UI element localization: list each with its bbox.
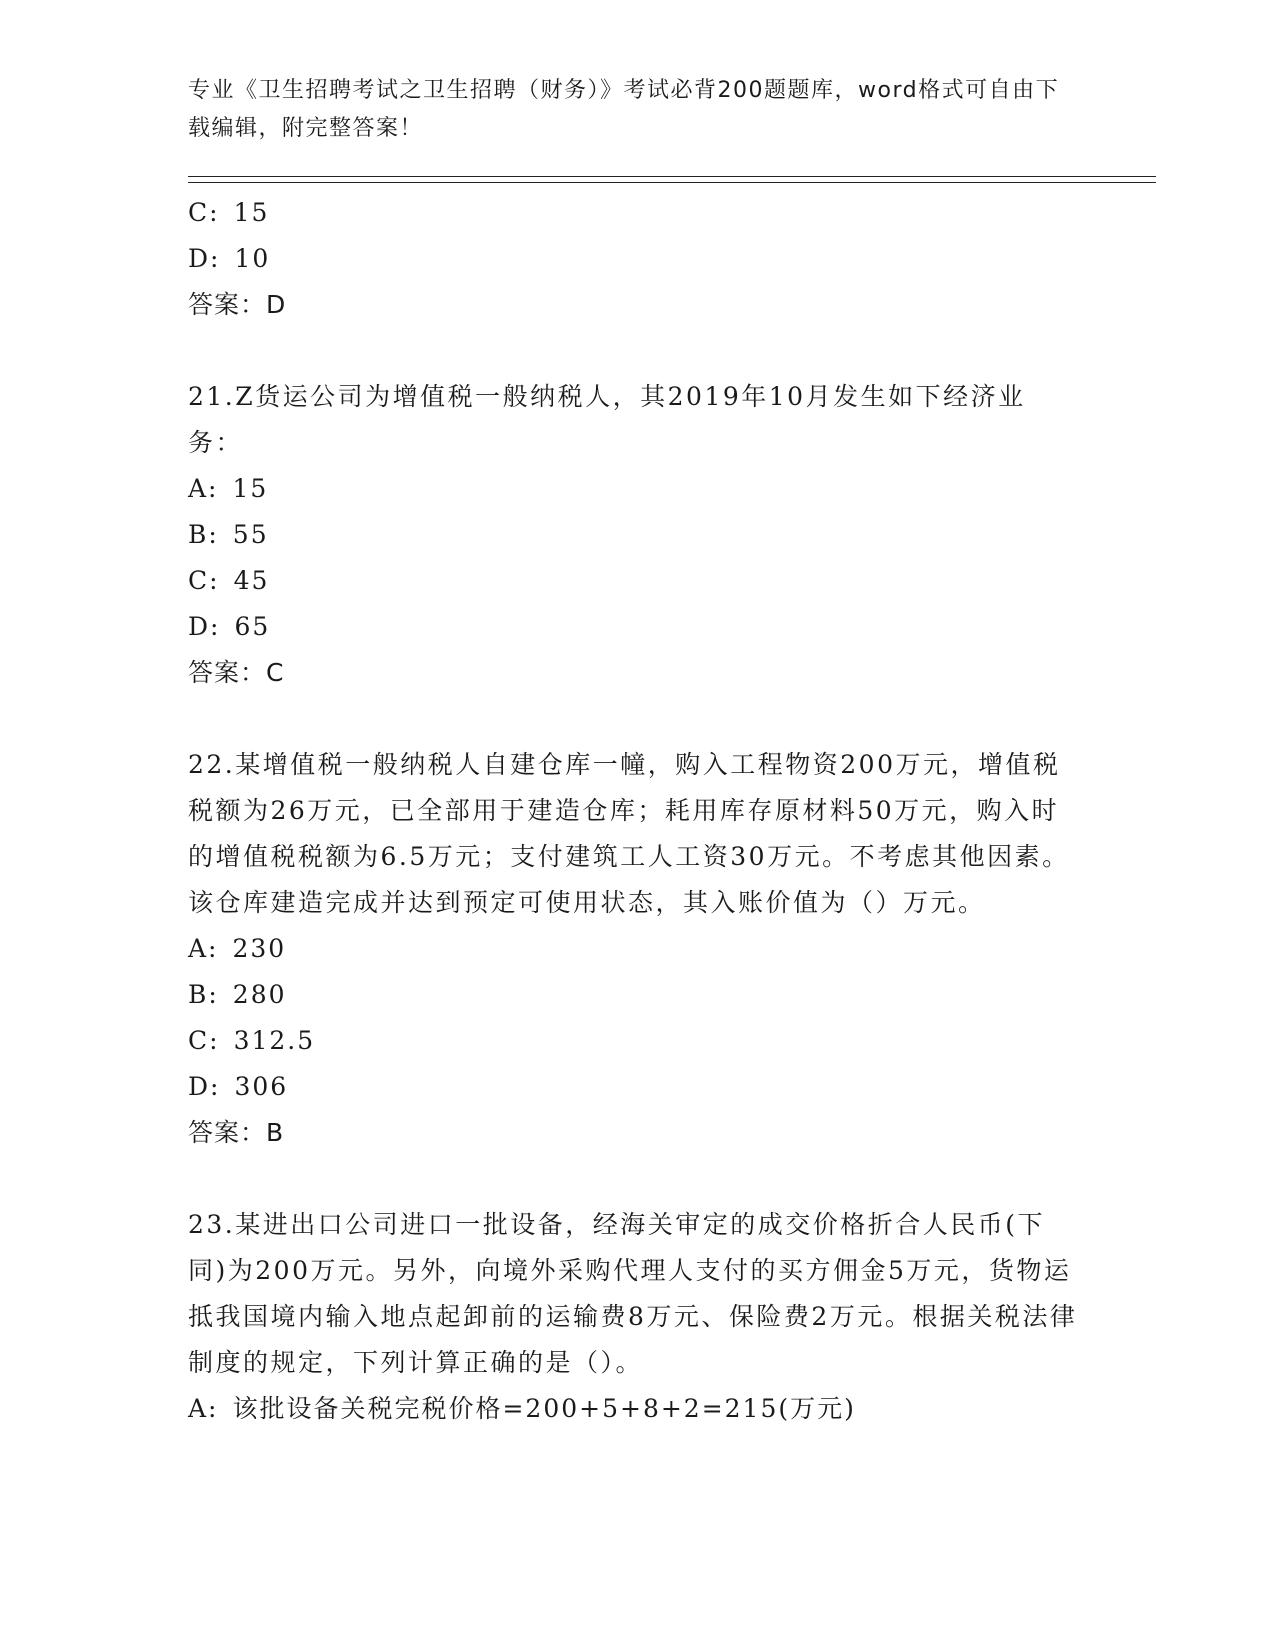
spacer bbox=[188, 696, 1078, 742]
option-value: 280 bbox=[232, 980, 287, 1009]
option-b bbox=[188, 972, 1078, 1018]
question-stem: 21.Z货运公司为增值税一般纳税人，其2019年10月发生如下经济业务： bbox=[188, 382, 1026, 457]
option-value: 该批设备关税完税价格=200+5+8+2=215(万元) bbox=[232, 1394, 856, 1423]
option-label: C: bbox=[188, 1026, 220, 1055]
option-value: 15 bbox=[233, 198, 270, 227]
option-value: 230 bbox=[232, 934, 287, 963]
option-value: 65 bbox=[234, 612, 271, 641]
option-value: 306 bbox=[234, 1072, 289, 1101]
option-label: A: bbox=[188, 934, 219, 963]
option-label: B: bbox=[188, 520, 219, 549]
option-label: D: bbox=[188, 1072, 221, 1101]
option-label: C: bbox=[188, 198, 220, 227]
option-c bbox=[188, 558, 1078, 604]
question-content bbox=[188, 190, 1078, 1432]
question-stem: 23.某进出口公司进口一批设备，经海关审定的成交价格折合人民币(下同)为200万元。另外，向境外采购代理人支付的买方佣金5万元，货物运抵我国境内输入地点起卸前的运输费8万元、保险费2万元。根据关税法律制度的规定，下列计算正确的是（）。 bbox=[188, 1210, 1078, 1377]
option-a bbox=[188, 1386, 1078, 1432]
option-a bbox=[188, 926, 1078, 972]
option-d bbox=[188, 236, 1078, 282]
header-divider-top bbox=[188, 176, 1156, 177]
option-d bbox=[188, 1064, 1078, 1110]
option-label: A: bbox=[188, 474, 219, 503]
option-b bbox=[188, 512, 1078, 558]
option-value: 55 bbox=[232, 520, 269, 549]
page-header-text: 专业《卫生招聘考试之卫生招聘（财务）》考试必背200题题库，word格式可自由下载编辑，附完整答案！ bbox=[188, 78, 1060, 141]
question-stem: 22.某增值税一般纳税人自建仓库一幢，购入工程物资200万元，增值税税额为26万元，已全部用于建造仓库；耗用库存原材料50万元，购入时的增值税税额为6.5万元；支付建筑工人工资30万元。不考虑其他因素。该仓库建造完成并达到预定可使用状态，其入账价值为（）万元。 bbox=[188, 750, 1070, 917]
answer-line: 答案：B bbox=[188, 1118, 285, 1147]
option-label: D: bbox=[188, 612, 221, 641]
option-a bbox=[188, 466, 1078, 512]
option-label: B: bbox=[188, 980, 219, 1009]
question-22-block bbox=[188, 742, 1078, 1156]
option-value: 312.5 bbox=[233, 1026, 316, 1055]
option-c bbox=[188, 1018, 1078, 1064]
spacer bbox=[188, 1156, 1078, 1202]
option-d bbox=[188, 604, 1078, 650]
question-20-block bbox=[188, 190, 1078, 328]
answer-line: 答案：C bbox=[188, 658, 285, 687]
option-label: D: bbox=[188, 244, 221, 273]
option-value: 10 bbox=[234, 244, 271, 273]
answer-line: 答案：D bbox=[188, 290, 287, 319]
option-value: 15 bbox=[232, 474, 269, 503]
question-21-block bbox=[188, 374, 1078, 696]
spacer bbox=[188, 328, 1078, 374]
option-label: A: bbox=[188, 1394, 219, 1423]
option-label: C: bbox=[188, 566, 220, 595]
header-divider-bottom bbox=[188, 182, 1156, 183]
question-23-block bbox=[188, 1202, 1078, 1432]
option-value: 45 bbox=[233, 566, 270, 595]
option-c bbox=[188, 190, 1078, 236]
